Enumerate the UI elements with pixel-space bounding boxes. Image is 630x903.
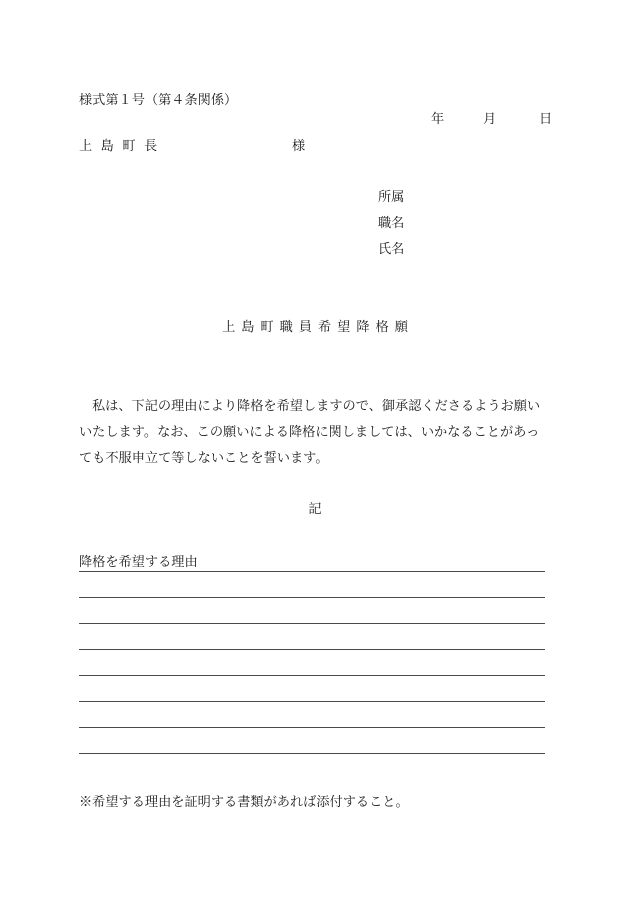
addressee-honorific: 様 — [292, 139, 306, 154]
reason-label-row — [79, 546, 545, 572]
reason-blank-line — [79, 676, 545, 702]
reason-blank-line — [79, 624, 545, 650]
addressee-name: 上島町長 — [79, 139, 166, 154]
body-line: ても不服申立て等しないことを誓います。 — [79, 451, 329, 466]
reason-blank-line — [79, 728, 545, 754]
affiliation-label: 所属 — [378, 190, 405, 205]
document-title: 上島町職員希望降格願 — [222, 320, 414, 335]
position-label: 職名 — [378, 216, 405, 231]
reason-blank-line — [79, 650, 545, 676]
form-number: 様式第１号（第４条関係） — [79, 93, 238, 108]
ki-heading: 記 — [308, 502, 322, 517]
name-label: 氏名 — [378, 242, 405, 257]
reason-blank-line — [79, 598, 545, 624]
date-month-label: 月 — [483, 112, 497, 127]
reason-blank-line — [79, 702, 545, 728]
reason-section — [79, 546, 545, 754]
attachment-note: ※希望する理由を証明する書類があれば添付すること。 — [79, 795, 409, 810]
reason-blank-line — [79, 572, 545, 598]
reason-label: 降格を希望する理由 — [79, 555, 198, 570]
date-year-label: 年 — [431, 112, 445, 127]
body-line: 私は、下記の理由により降格を希望しますので、御承認くださるようお願い — [92, 399, 541, 414]
date-day-label: 日 — [539, 112, 553, 127]
body-line: いたします。なお、この願いによる降格に関しましては、いかなることがあっ — [79, 425, 540, 440]
